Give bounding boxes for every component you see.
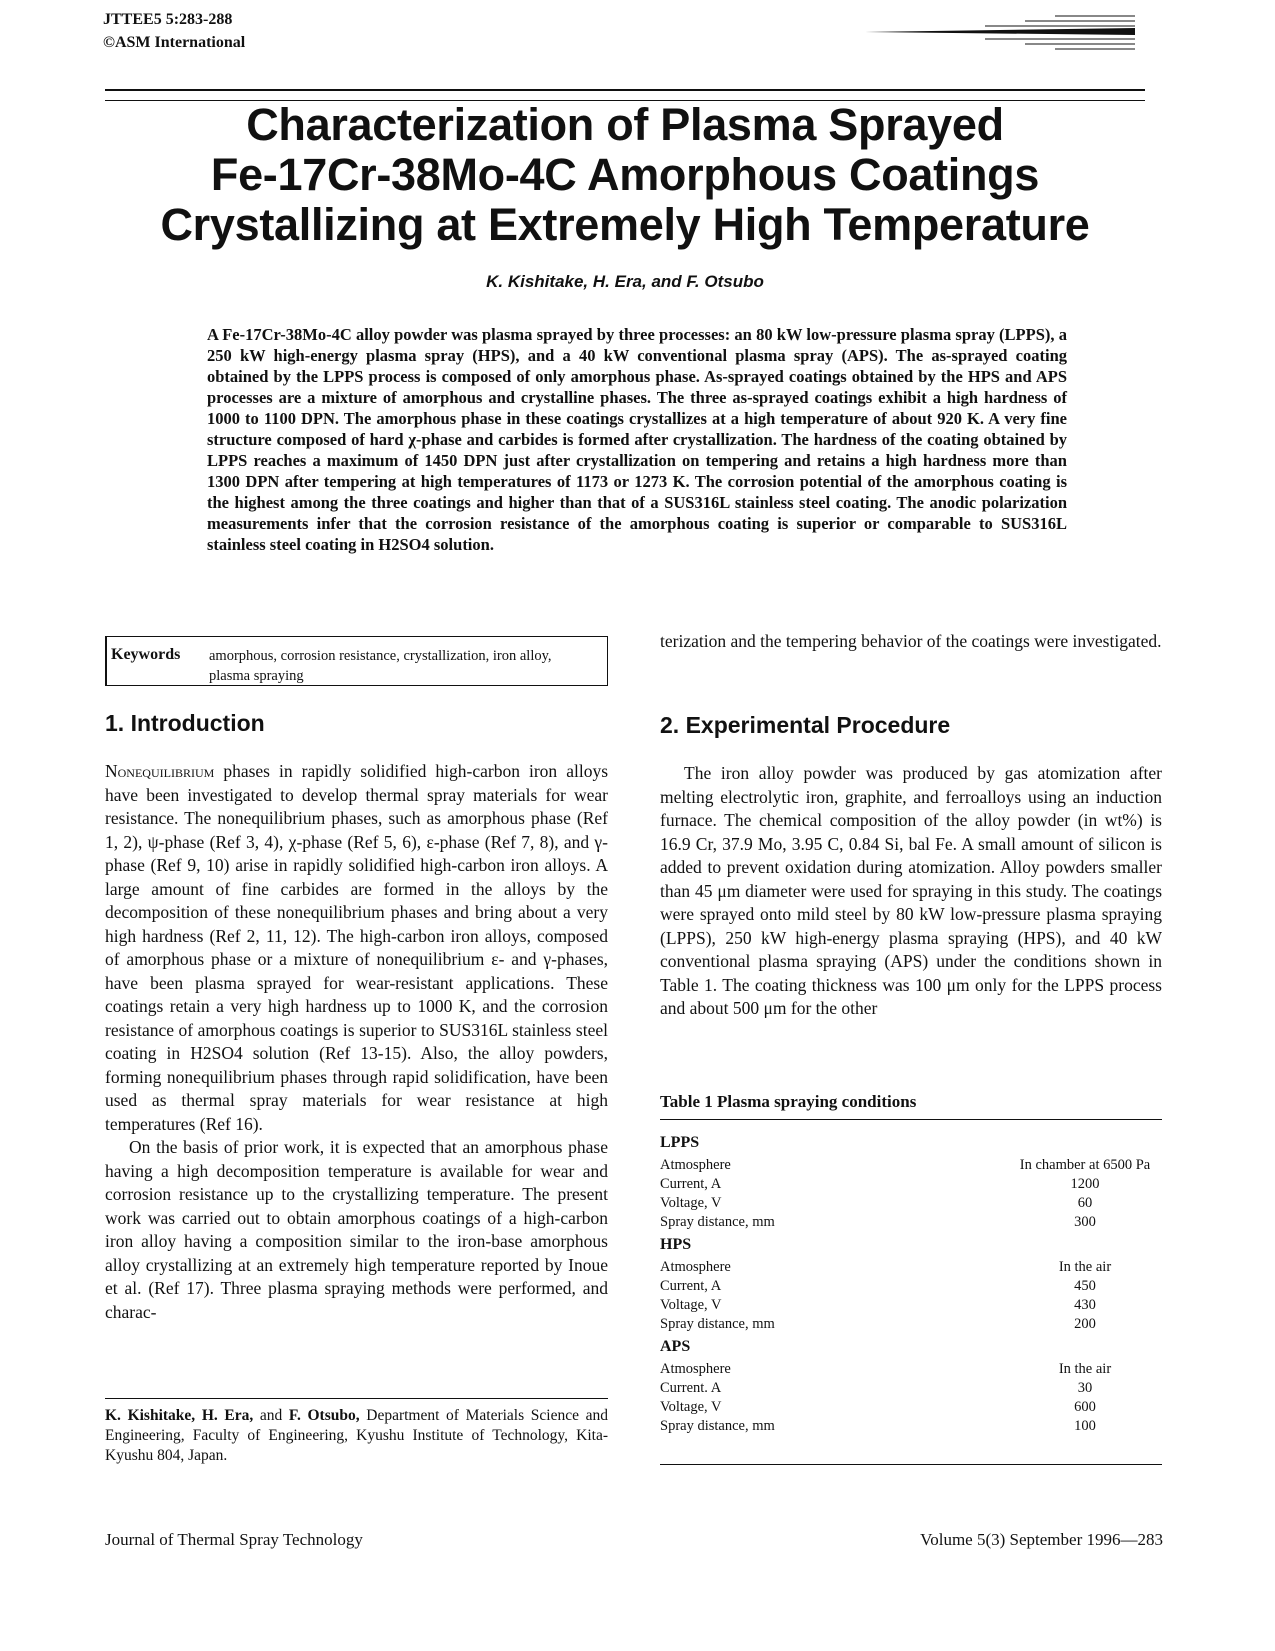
table-row [660, 1398, 1162, 1417]
row-label: Current, A [660, 1278, 722, 1294]
section-heading-experimental: 2. Experimental Procedure [660, 712, 951, 738]
table-row [660, 1296, 1162, 1315]
table-group-name: HPS [660, 1236, 692, 1253]
table-row [660, 1175, 1162, 1194]
footer-journal: Journal of Thermal Spray Technology [105, 1530, 363, 1549]
table-row [660, 1156, 1162, 1175]
intro-paragraph-text: phases in rapidly solidified high-carbon iron alloys have been investigated to develop thermal spray materials for wear resistance. The nonequilibrium phases, such as amorphous phase (Ref 1, 2), ψ-phase (Ref 3, 4), χ-phase (Ref 5, 6), ε-phase (Ref 7, 8), and γ-phase (Ref 9, 10) arise in rapidly solidified high-carbon iron alloys. A large amount of fine carbides are formed in the alloys by the decomposition of these nonequilibrium phases and bring about a very high hardness (Ref 2, 11, 12). The high-carbon iron alloys, composed of amorphous phase or a mixture of nonequilibrium ε- and γ-phases, have been plasma sprayed for wear-resistant applications. These coatings retain a very high hardness up to 1000 K, and the corrosion resistance of amorphous coatings is superior to SUS316L stainless steel coating in H2SO4 solution (Ref 13-15). Also, the alloy powders, forming nonequilibrium phases through rapid solidification, have been used as thermal spray materials for wear resistance at high temperatures (Ref 16). [105, 761, 608, 1134]
table-row [660, 1379, 1162, 1398]
row-label: Voltage, V [660, 1195, 722, 1211]
row-label: Current, A [660, 1176, 722, 1192]
row-value: 30 [1077, 1380, 1093, 1396]
affiliation-and: and [253, 1407, 289, 1424]
intro-lead-word: Nonequilibrium [105, 761, 215, 781]
table-row [660, 1213, 1162, 1232]
row-value: 450 [1074, 1278, 1096, 1294]
keywords-text: amorphous, corrosion resistance, crystallization, iron alloy, plasma spraying [209, 648, 552, 684]
row-label: Atmosphere [660, 1157, 731, 1173]
author-list: K. Kishitake, H. Era, and F. Otsubo [486, 272, 764, 291]
table-row [660, 1194, 1162, 1213]
publisher: ©ASM International [103, 34, 246, 51]
table-row [660, 1258, 1162, 1277]
intro-paragraph-2: On the basis of prior work, it is expected that an amorphous phase having a high decomposition temperature is available for wear and corrosion resistance up to the crystallizing temperature. The present work was carried out to obtain amorphous coatings of a high-carbon iron alloy having a composition similar to the iron-base amorphous alloy crystallizing at an extremely high temperature reported by Inoue et al. (Ref 17). Three plasma spraying methods were performed, and charac- [105, 1137, 608, 1322]
table-row [660, 1417, 1162, 1436]
affiliation-text: Department of Materials Science and Engineering, Faculty of Engineering, Kyushu Institute of Technology, Kita-Kyushu 804, Japan. [105, 1407, 608, 1464]
row-value: In the air [1058, 1361, 1112, 1377]
affiliation-last-name: F. Otsubo, [288, 1407, 360, 1424]
abstract: A Fe-17Cr-38Mo-4C alloy powder was plasma sprayed by three processes: an 80 kW low-pressure plasma spray (LPPS), a 250 kW high-energy plasma spray (HPS), and a 40 kW conventional plasma spray (APS). The as-sprayed coating obtained by the LPPS process is composed of only amorphous phase. As-sprayed coatings obtained by the HPS and APS processes are a mixture of amorphous and crystalline phases. The three as-sprayed coatings exhibit a high hardness of 1000 to 1100 DPN. The amorphous phase in these coatings crystallizes at a high temperature of about 920 K. A very fine structure composed of hard χ-phase and carbides is formed after crystallization. The hardness of the coating obtained by LPPS reaches a maximum of 1450 DPN just after crystallization on tempering and retains a high hardness more than 1300 DPN after tempering at high temperatures of 1173 or 1273 K. The corrosion potential of the amorphous coating is the highest among the three coatings and higher than that of a SUS316L stainless steel coating. The anodic polarization measurements infer that the corrosion resistance of the amorphous coating is superior or comparable to SUS316L stainless steel coating in H2SO4 solution. [207, 325, 1067, 554]
keywords-box [105, 636, 608, 686]
footer-volume-page: Volume 5(3) September 1996—283 [920, 1530, 1163, 1549]
section-heading-introduction: 1. Introduction [105, 710, 265, 736]
row-label: Atmosphere [660, 1259, 731, 1275]
journal-code: JTTEE5 5:283-288 [103, 11, 233, 28]
row-value: 1200 [1070, 1176, 1100, 1192]
author-affiliation [105, 1406, 608, 1466]
table-group-lpps [660, 1130, 1162, 1232]
table-group-aps [660, 1334, 1162, 1436]
row-value: In the air [1058, 1259, 1112, 1275]
table-row [660, 1277, 1162, 1296]
row-label: Voltage, V [660, 1399, 722, 1415]
row-value: 600 [1074, 1399, 1096, 1415]
journal-header [103, 8, 245, 54]
keywords-label: Keywords [111, 646, 181, 663]
table-group-name: LPPS [660, 1134, 700, 1151]
row-value: 430 [1074, 1297, 1096, 1313]
row-label: Voltage, V [660, 1297, 722, 1313]
table-spraying-conditions [660, 1130, 1162, 1436]
row-value: 100 [1074, 1418, 1096, 1434]
table-row [660, 1360, 1162, 1379]
row-label: Spray distance, mm [660, 1214, 775, 1230]
table-top-rule [660, 1119, 1162, 1120]
row-label: Atmosphere [660, 1361, 731, 1377]
continuation-text: terization and the tempering behavior of the coatings were investigated. [660, 631, 1162, 651]
table-bottom-rule [660, 1464, 1162, 1465]
row-value: 200 [1074, 1316, 1096, 1332]
row-label: Spray distance, mm [660, 1418, 775, 1434]
row-value: 300 [1074, 1214, 1096, 1230]
asm-lines-logo [865, 14, 1145, 50]
intro-paragraph [105, 760, 608, 1136]
affiliation-names: K. Kishitake, H. Era, [105, 1407, 254, 1424]
intro-body [105, 760, 608, 1324]
table-title: Table 1 Plasma spraying conditions [660, 1092, 917, 1111]
table-group-hps [660, 1232, 1162, 1334]
title-line: Fe-17Cr-38Mo-4C Amorphous Coatings [210, 149, 1040, 200]
row-value: 60 [1077, 1195, 1093, 1211]
row-label: Spray distance, mm [660, 1316, 775, 1332]
row-label: Current. A [660, 1380, 722, 1396]
title-line: Characterization of Plasma Sprayed [246, 99, 1004, 150]
table-row [660, 1315, 1162, 1334]
title-line: Crystallizing at Extremely High Temperature [160, 199, 1090, 250]
row-value: In chamber at 6500 Pa [1019, 1157, 1151, 1173]
table-group-name: APS [660, 1338, 691, 1355]
experimental-body: The iron alloy powder was produced by gas atomization after melting electrolytic iron, graphite, and ferroalloys using an induction furnace. The chemical composition of the alloy powder (in wt%) is 16.9 Cr, 37.9 Mo, 3.95 C, 0.84 Si, bal Fe. A small amount of silicon is added to prevent oxidation during atomization. Alloy powders smaller than 45 μm diameter were used for spraying in this study. The coatings were sprayed onto mild steel by 80 kW low-pressure plasma spraying (LPPS), 250 kW high-energy plasma spraying (HPS), and 40 kW conventional plasma spraying (APS) under the conditions shown in Table 1. The coating thickness was 100 μm only for the LPPS process and about 500 μm for the other [660, 763, 1162, 1018]
article-title [105, 100, 1145, 250]
affiliation-rule [105, 1398, 608, 1399]
